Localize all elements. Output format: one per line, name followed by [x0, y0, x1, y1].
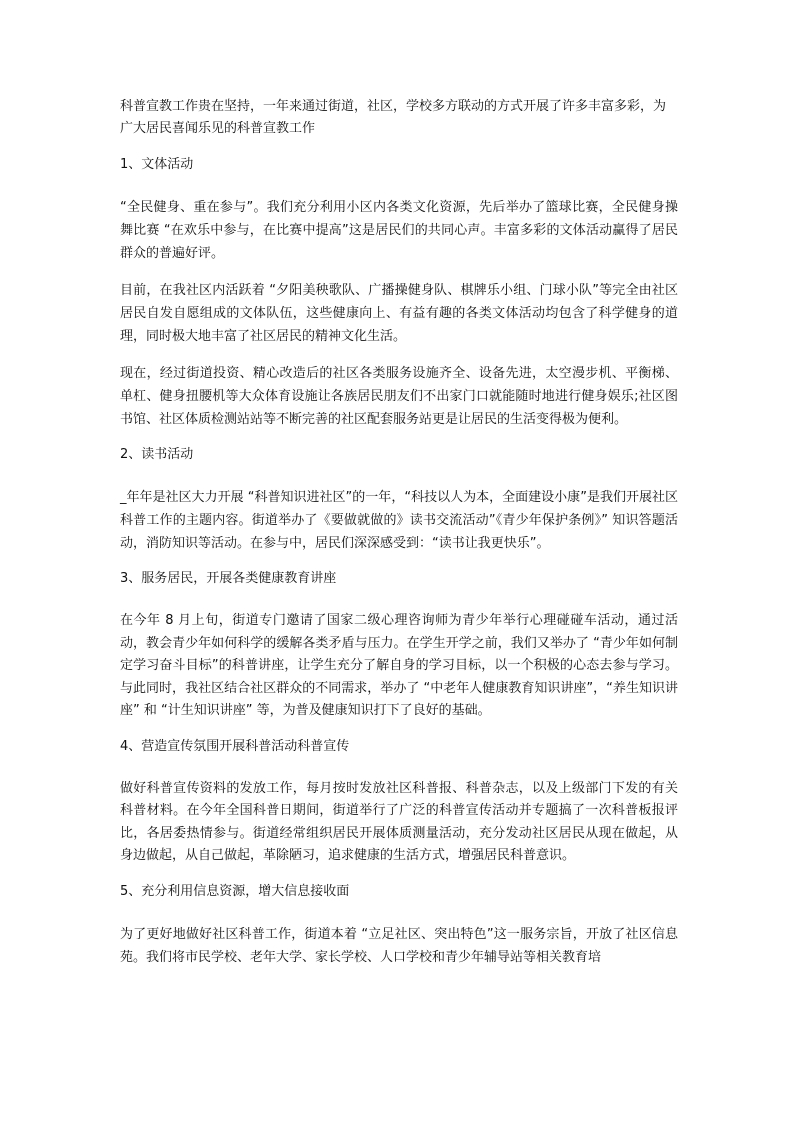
body-paragraph: _年年是社区大力开展 “科普知识进社区”的一年，“科技以人为本，全面建设小康”是我们开展社区科普工作的主题内容。街道举办了《要做就做的》读书交流活动”《青少年保护条例》” 知识答题活动，消防知识等活动。在参与中，居民们深深感受到：“读书让我更快乐”。: [120, 490, 678, 551]
body-paragraph: “全民健身、重在参与”。我们充分利用小区内各类文化资源，先后举办了篮球比赛，全民健身操舞比赛 “在欢乐中参与，在比赛中提高”这是居民们的共同心声。丰富多彩的文体活动赢得了居民群众的普遍好评。: [120, 200, 678, 261]
section-heading: 2、读书活动: [120, 447, 194, 462]
section-heading: 1、文体活动: [120, 157, 194, 172]
section-heading: 4、营造宣传氛围开展科普活动科普宣传: [120, 738, 350, 754]
section-heading: 3、服务居民，开展各类健康教育讲座: [120, 571, 337, 586]
body-paragraph: 目前，在我社区内活跃着 “夕阳美秧歌队、广播操健身队、棋牌乐小组、门球小队”等完全由社区居民自发自愿组成的文体队伍，这些健康向上、有益有趣的各类文体活动均包含了科学健身的道理，同时极大地丰富了社区居民的精神文化生活。: [120, 283, 678, 344]
section-heading: 5、充分利用信息资源，增大信息接收面: [120, 883, 350, 899]
section-1: [120, 155, 678, 431]
body-paragraph: 在今年 8 月上旬，街道专门邀请了国家二级心理咨询师为青少年举行心理碰碰车活动，通过活动，教会青少年如何科学的缓解各类矛盾与压力。在学生开学之前，我们又举办了 “青少年如何制定学习奋斗目标”的科普讲座，让学生充分了解自身的学习目标，以一个积极的心态去参与学习。与此同时，我社区结合社区群众的不同需求，举办了 “中老年人健康教育知识讲座”，“养生知识讲座” 和 “计生知识讲座” 等，为普及健康知识打下了良好的基础。: [120, 613, 678, 718]
section-2: [120, 445, 678, 555]
section-3: [120, 569, 678, 723]
intro-paragraph: 科普宣教工作贵在坚持，一年来通过街道，社区，学校多方联动的方式开展了许多丰富多彩，为广大居民喜闻乐见的科普宣教工作: [120, 99, 667, 136]
section-4: [120, 737, 678, 868]
document-page: [120, 96, 678, 969]
body-paragraph: 现在，经过街道投资、精心改造后的社区各类服务设施齐全、设备先进，太空漫步机、平衡梯、单杠、健身扭腰机等大众体育设施让各族居民朋友们不出家门口就能随时地进行健身娱乐;社区图书馆、社区体质检测站站等不断完善的社区配套服务站更是让居民的生活变得极为便利。: [120, 366, 678, 427]
body-paragraph: 做好科普宣传资料的发放工作，每月按时发放社区科普报、科普杂志，以及上级部门下发的有关科普材料。在今年全国科普日期间，街道举行了广泛的科普宣传活动并专题搞了一次科普板报评比，各居委热情参与。街道经常组织居民开展体质测量活动，充分发动社区居民从现在做起，从身边做起，从自己做起，革除陋习，追求健康的生活方式，增强居民科普意识。: [120, 780, 678, 863]
section-5: [120, 882, 678, 969]
body-paragraph: 为了更好地做好社区科普工作，街道本着 “立足社区、突出特色”这一服务宗旨，开放了社区信息苑。我们将市民学校、老年大学、家长学校、人口学校和青少年辅导站等相关教育培: [120, 926, 678, 965]
